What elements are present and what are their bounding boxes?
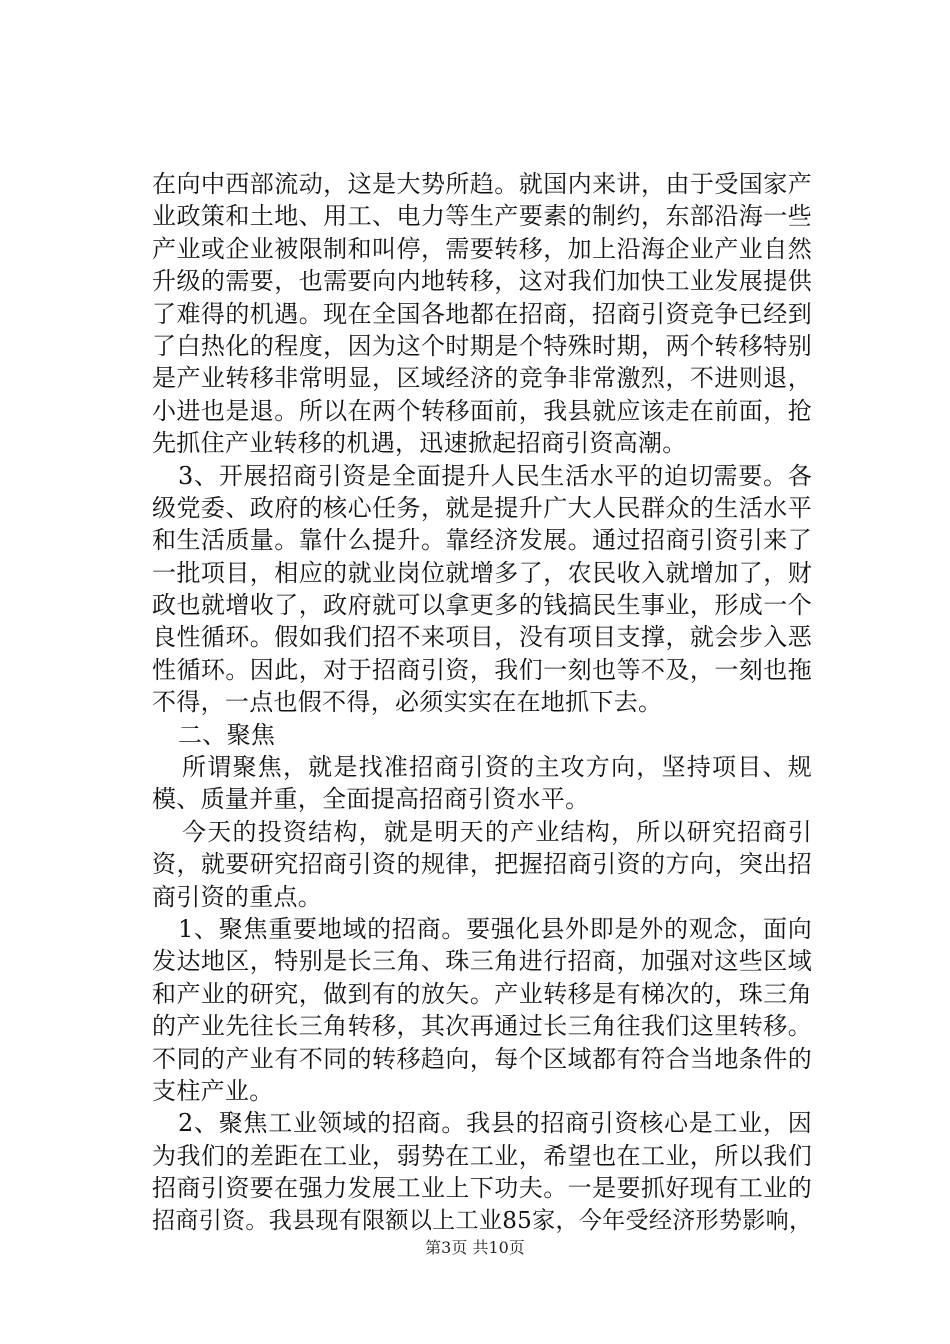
text-line: 产业或企业被限制和叫停，需要转移，加上沿海企业产业自然 <box>152 234 812 263</box>
text-line: 招商引资。我县现有限额以上工业85家，今年受经济形势影响， <box>152 1207 813 1234</box>
page-footer: 第3页 共10页 <box>425 1238 525 1257</box>
text-line: 3、开展招商引资是全面提升人民生活水平的迫切需要。各 <box>178 461 812 490</box>
text-line: 先抓住产业转移的机遇，迅速掀起招商引资高潮。 <box>152 429 687 458</box>
document-body <box>152 168 812 1237</box>
text-line: 资，就要研究招商引资的规律，把握招商引资的方向，突出招 <box>152 850 812 879</box>
text-line: 良性循环。假如我们招不来项目，没有项目支撑，就会步入恶 <box>152 623 812 652</box>
text-line: 的产业先往长三角转移，其次再通过长三角往我们这里转移。 <box>152 1012 812 1041</box>
text-line: 是产业转移非常明显，区域经济的竞争非常激烈，不进则退， <box>152 364 812 393</box>
text-line: 了难得的机遇。现在全国各地都在招商，招商引资竞争已经到 <box>152 299 812 328</box>
text-line: 政也就增收了，政府就可以拿更多的钱搞民生事业，形成一个 <box>152 591 812 620</box>
text-line: 所谓聚焦，就是找准招商引资的主攻方向，坚持项目、规 <box>182 753 812 782</box>
text-line: 和产业的研究，做到有的放矢。产业转移是有梯次的，珠三角 <box>152 979 812 1008</box>
text-line: 一批项目，相应的就业岗位就增多了，农民收入就增加了，财 <box>152 558 812 587</box>
text-line: 支柱产业。 <box>152 1076 274 1105</box>
text-line: 了白热化的程度，因为这个时期是个特殊时期，两个转移特别 <box>152 331 812 360</box>
text-line: 升级的需要，也需要向内地转移，这对我们加快工业发展提供 <box>152 267 812 296</box>
text-line: 1、聚焦重要地域的招商。要强化县外即是外的观念，面向 <box>178 914 812 943</box>
text-line: 发达地区，特别是长三角、珠三角进行招商，加强对这些区域 <box>152 947 812 976</box>
text-line: 为我们的差距在工业，弱势在工业，希望也在工业，所以我们 <box>152 1141 812 1170</box>
text-line: 性循环。因此，对于招商引资，我们一刻也等不及，一刻也拖 <box>152 655 812 684</box>
text-line: 模、质量并重，全面提高招商引资水平。 <box>152 785 590 814</box>
text-line: 和生活质量。靠什么提升。靠经济发展。通过招商引资引来了 <box>152 526 812 555</box>
text-line: 不得，一点也假不得，必须实实在在地抓下去。 <box>152 688 663 717</box>
text-line: 级党委、政府的核心任务，就是提升广大人民群众的生活水平 <box>152 493 812 522</box>
text-line: 不同的产业有不同的转移趋向，每个区域都有符合当地条件的 <box>152 1044 812 1073</box>
text-line: 商引资的重点。 <box>152 882 323 911</box>
text-line: 小进也是退。所以在两个转移面前，我县就应该走在前面，抢 <box>152 396 812 425</box>
text-line: 在向中西部流动，这是大势所趋。就国内来讲，由于受国家产 <box>152 170 812 198</box>
text-line: 2、聚焦工业领域的招商。我县的招商引资核心是工业，因 <box>178 1109 812 1138</box>
text-line: 二、聚焦 <box>178 720 276 749</box>
text-line: 今天的投资结构，就是明天的产业结构，所以研究招商引 <box>182 817 812 846</box>
text-line: 业政策和土地、用工、电力等生产要素的制约，东部沿海一些 <box>152 202 812 231</box>
text-line: 招商引资要在强力发展工业上下功夫。一是要抓好现有工业的 <box>152 1174 812 1203</box>
